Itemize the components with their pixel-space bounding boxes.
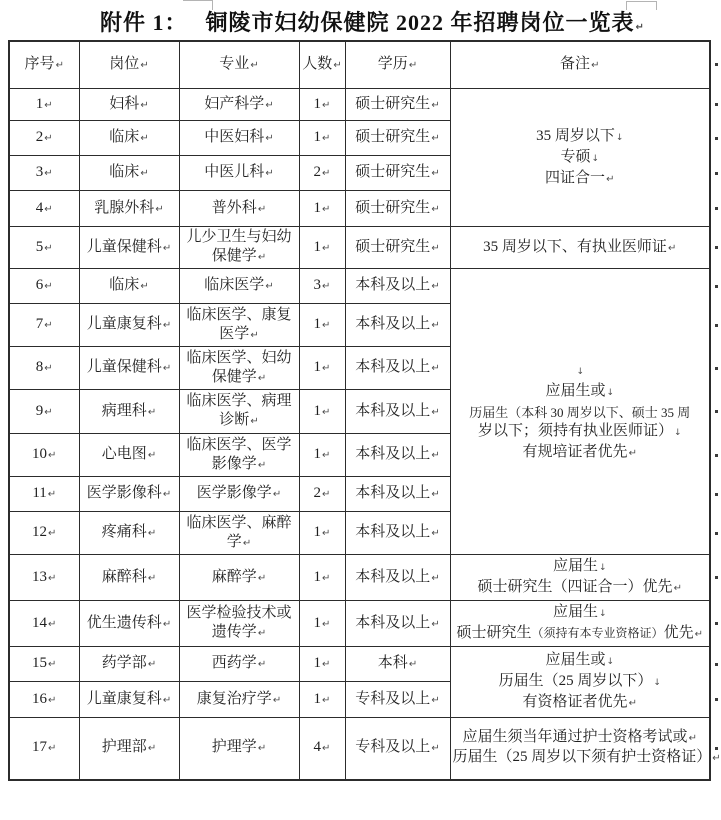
paragraph-mark-icon: ↵ (322, 363, 331, 374)
cell-major: 中医妇科↵ (179, 121, 299, 156)
cell-count: 1↵ (299, 390, 345, 434)
cell-degree: 硕士研究生↵ (345, 121, 450, 156)
cell-post: 儿童康复科↵ (79, 304, 179, 347)
cell-count: 2↵ (299, 477, 345, 512)
paragraph-mark-icon: ↵ (431, 618, 440, 630)
cell-major: 护理学↵ (179, 718, 299, 780)
cell-post: 优生遗传科↵ (79, 601, 179, 647)
soft-break-icon: ↓ (598, 609, 607, 619)
row-end-mark-icon (715, 207, 718, 210)
cell-no: 9↵ (9, 390, 79, 434)
row-end-mark-icon (715, 137, 718, 140)
table-header-row (9, 41, 710, 89)
paragraph-mark-icon: ↵ (431, 242, 440, 254)
paragraph-mark-icon: ↵ (431, 203, 440, 215)
paragraph-mark-icon: ↵ (322, 659, 331, 670)
soft-break-icon: ↓ (653, 678, 661, 688)
row-end-mark-icon (715, 454, 718, 457)
remark-line: 历届生（25 周岁以下须有护士资格证）↵ (452, 749, 721, 766)
remark-line (453, 361, 708, 382)
paragraph-mark-icon: ↵ (322, 489, 331, 500)
row-end-mark-icon (715, 324, 718, 327)
cell-degree: 本科及以上↵ (345, 601, 450, 647)
cell-no: 1↵ (9, 89, 79, 121)
cell-no: 10↵ (9, 434, 79, 477)
paragraph-mark-icon: ↵ (431, 99, 440, 111)
cell-remark (450, 601, 710, 647)
row-end-mark-icon (715, 576, 718, 579)
paragraph-mark-icon: ↵ (47, 489, 57, 500)
cell-count: 3↵ (299, 269, 345, 304)
table-row (9, 269, 710, 304)
remark-line: 专硕↓ (560, 148, 600, 165)
cell-major: 麻醉学↵ (179, 555, 299, 601)
cell-no: 16↵ (9, 682, 79, 718)
soft-break-icon: ↓ (591, 153, 600, 164)
paragraph-mark-icon: ↵ (322, 320, 331, 331)
cell-major: 康复治疗学↵ (179, 682, 299, 718)
paragraph-mark-icon: ↵ (265, 281, 274, 292)
paragraph-mark-icon: ↵ (431, 320, 440, 331)
paragraph-mark-icon: ↵ (635, 22, 645, 33)
header-cell: 人数↵ (299, 41, 345, 89)
header-cell: 学历↵ (345, 41, 450, 89)
row-end-mark-icon (715, 663, 718, 666)
cell-degree: 本科及以上↵ (345, 390, 450, 434)
paragraph-mark-icon: ↵ (322, 694, 331, 706)
paragraph-mark-icon: ↵ (431, 743, 440, 755)
remark-line: 历届生（25 周岁以下）↓ (498, 673, 661, 689)
cell-no: 4↵ (9, 191, 79, 227)
remark-line: 应届生或↓ (545, 382, 615, 399)
cell-degree: 专科及以上↵ (345, 718, 450, 780)
paragraph-mark-icon: ↵ (712, 753, 721, 765)
table-row (9, 89, 710, 121)
cell-no: 6↵ (9, 269, 79, 304)
remark-line: 硕士研究生（四证合一）优先↵ (477, 579, 682, 595)
paragraph-mark-icon: ↵ (250, 329, 259, 341)
paragraph-mark-icon: ↵ (140, 133, 149, 144)
paragraph-mark-icon: ↵ (44, 168, 53, 179)
paragraph-mark-icon: ↵ (322, 242, 331, 254)
paragraph-mark-icon: ↵ (628, 698, 637, 709)
cell-remark (450, 269, 710, 555)
cell-major: 西药学↵ (179, 647, 299, 682)
paragraph-mark-icon: ↵ (147, 572, 157, 584)
paragraph-mark-icon: ↵ (431, 489, 440, 500)
cell-count: 2↵ (299, 156, 345, 191)
paragraph-mark-icon: ↵ (44, 363, 53, 374)
soft-break-icon: ↓ (576, 366, 585, 377)
remark-line: 35 周岁以下、有执业医师证↵ (483, 238, 677, 255)
paragraph-mark-icon: ↵ (147, 528, 157, 539)
paragraph-mark-icon: ↵ (147, 450, 157, 461)
paragraph-mark-icon: ↵ (431, 450, 440, 461)
paragraph-mark-icon: ↵ (333, 60, 342, 71)
paragraph-mark-icon: ↵ (688, 733, 697, 745)
cell-major: 医学影像学↵ (179, 477, 299, 512)
paragraph-mark-icon: ↵ (694, 629, 703, 640)
cell-count: 1↵ (299, 647, 345, 682)
paragraph-mark-icon: ↵ (44, 406, 53, 418)
row-end-mark-icon (715, 285, 718, 288)
soft-break-icon: ↓ (673, 427, 682, 438)
remark-line: 35 周岁以下↓ (536, 127, 624, 144)
cell-post: 乳腺外科↵ (79, 191, 179, 227)
paragraph-mark-icon: ↵ (257, 252, 267, 263)
header-cell: 专业↵ (179, 41, 299, 89)
cell-degree: 本科及以上↵ (345, 347, 450, 390)
paragraph-mark-icon: ↵ (44, 320, 53, 331)
cell-no: 2↵ (9, 121, 79, 156)
cell-remark (450, 718, 721, 780)
paragraph-mark-icon: ↵ (431, 363, 440, 374)
table-row (9, 555, 710, 601)
paragraph-mark-icon: ↵ (250, 60, 259, 71)
paragraph-mark-icon: ↵ (44, 242, 53, 254)
paragraph-mark-icon: ↵ (162, 363, 172, 374)
paragraph-mark-icon: ↵ (322, 572, 331, 584)
cell-post: 儿童康复科↵ (79, 682, 179, 718)
paragraph-mark-icon: ↵ (322, 133, 331, 144)
paragraph-mark-icon: ↵ (48, 659, 57, 670)
cell-major: 临床医学、妇幼 保健学↵ (179, 347, 299, 390)
cell-post: 儿童保健科↵ (79, 347, 179, 390)
cell-degree: 本科及以上↵ (345, 269, 450, 304)
soft-break-icon: ↓ (615, 132, 624, 143)
paragraph-mark-icon: ↵ (140, 168, 149, 179)
paragraph-mark-icon: ↵ (431, 572, 440, 584)
paragraph-mark-icon: ↵ (667, 242, 677, 254)
paragraph-mark-icon: ↵ (257, 628, 267, 639)
paragraph-mark-icon: ↵ (265, 168, 274, 179)
paragraph-mark-icon: ↵ (265, 99, 274, 111)
cell-post: 临床↵ (79, 121, 179, 156)
paragraph-mark-icon: ↵ (673, 583, 682, 594)
cell-post: 疼痛科↵ (79, 512, 179, 555)
cell-degree: 本科及以上↵ (345, 512, 450, 555)
paragraph-mark-icon: ↵ (431, 133, 440, 144)
cell-count: 1↵ (299, 601, 345, 647)
cell-count: 1↵ (299, 191, 345, 227)
table-row (9, 718, 710, 780)
cell-remark (450, 555, 710, 601)
remark-line: 应届生↓ (552, 558, 607, 574)
row-end-mark-icon (715, 698, 718, 701)
paragraph-mark-icon: ↵ (48, 572, 57, 584)
paragraph-mark-icon: ↵ (162, 694, 172, 706)
paragraph-mark-icon: ↵ (257, 743, 267, 755)
paragraph-mark-icon: ↵ (265, 133, 274, 144)
cell-degree: 硕士研究生↵ (345, 89, 450, 121)
cell-remark (450, 227, 710, 269)
cell-post: 医学影像科↵ (79, 477, 179, 512)
paragraph-mark-icon: ↵ (408, 659, 418, 670)
cell-major: 临床医学、康复 医学↵ (179, 304, 299, 347)
cell-count: 1↵ (299, 347, 345, 390)
paragraph-mark-icon: ↵ (55, 60, 64, 71)
cell-count: 1↵ (299, 434, 345, 477)
paragraph-mark-icon: ↵ (322, 203, 331, 215)
paragraph-mark-icon: ↵ (322, 743, 331, 755)
paragraph-mark-icon: ↵ (257, 659, 267, 670)
row-end-mark-icon (715, 172, 718, 175)
row-end-mark-icon (715, 493, 718, 496)
cell-major: 中医儿科↵ (179, 156, 299, 191)
paragraph-mark-icon: ↵ (140, 99, 149, 111)
cell-major: 普外科↵ (179, 191, 299, 227)
paragraph-mark-icon: ↵ (272, 489, 282, 500)
cell-major: 临床医学、病理 诊断↵ (179, 390, 299, 434)
cell-post: 病理科↵ (79, 390, 179, 434)
cell-degree: 本科及以上↵ (345, 304, 450, 347)
paragraph-mark-icon: ↵ (48, 450, 57, 461)
table-row (9, 647, 710, 682)
soft-break-icon: ↓ (606, 387, 615, 398)
table-body (9, 89, 721, 780)
paragraph-mark-icon: ↵ (242, 537, 252, 549)
cell-no: 15↵ (9, 647, 79, 682)
paragraph-mark-icon: ↵ (272, 694, 282, 706)
paragraph-mark-icon: ↵ (322, 281, 331, 292)
cell-post: 儿童保健科↵ (79, 227, 179, 269)
soft-break-icon: ↓ (606, 657, 615, 667)
cell-no: 3↵ (9, 156, 79, 191)
remark-line: 应届生↓ (552, 604, 607, 620)
cell-remark (450, 647, 710, 718)
paragraph-mark-icon: ↵ (140, 281, 149, 292)
row-end-mark-icon (715, 63, 718, 66)
cell-no: 5↵ (9, 227, 79, 269)
paragraph-mark-icon: ↵ (44, 203, 53, 215)
cell-major: 临床医学↵ (179, 269, 299, 304)
paragraph-mark-icon: ↵ (147, 406, 157, 418)
cell-no: 14↵ (9, 601, 79, 647)
paragraph-mark-icon: ↵ (147, 659, 157, 670)
cell-post: 临床↵ (79, 269, 179, 304)
cell-count: 4↵ (299, 718, 345, 780)
remark-line: 岁以下；须持有执业医师证）↓ (477, 422, 682, 439)
paragraph-mark-icon: ↵ (48, 694, 57, 706)
paragraph-mark-icon: ↵ (162, 242, 172, 254)
paragraph-mark-icon: ↵ (322, 99, 331, 111)
cell-no: 12↵ (9, 512, 79, 555)
paragraph-mark-icon: ↵ (250, 416, 259, 427)
cell-degree: 本科及以上↵ (345, 477, 450, 512)
cell-no: 17↵ (9, 718, 79, 780)
soft-break-icon: ↓ (598, 563, 607, 573)
paragraph-mark-icon: ↵ (44, 133, 53, 144)
paragraph-mark-icon: ↵ (162, 320, 172, 331)
paragraph-mark-icon: ↵ (431, 281, 440, 292)
cell-degree: 专科及以上↵ (345, 682, 450, 718)
paragraph-mark-icon: ↵ (162, 489, 172, 500)
cell-count: 1↵ (299, 121, 345, 156)
cell-major: 医学检验技术或 遗传学↵ (179, 601, 299, 647)
paragraph-mark-icon: ↵ (322, 168, 331, 179)
paragraph-mark-icon: ↵ (147, 743, 157, 755)
header-cell: 序号↵ (9, 41, 79, 89)
table-row (9, 227, 710, 269)
cell-count: 1↵ (299, 512, 345, 555)
row-end-mark-icon (715, 532, 718, 535)
paragraph-mark-icon: ↵ (628, 447, 637, 459)
remark-line: 有资格证者优先↵ (522, 694, 637, 710)
cell-count: 1↵ (299, 682, 345, 718)
paragraph-mark-icon: ↵ (431, 694, 440, 706)
header-cell: 岗位↵ (79, 41, 179, 89)
paragraph-mark-icon: ↵ (44, 99, 53, 111)
remark-line: 有规培证者优先↵ (522, 443, 637, 460)
paragraph-mark-icon: ↵ (431, 168, 440, 179)
paragraph-mark-icon: ↵ (257, 203, 267, 215)
remark-line: 应届生或↓ (545, 652, 615, 668)
paragraph-mark-icon: ↵ (322, 618, 331, 630)
cell-post: 药学部↵ (79, 647, 179, 682)
remark-small-text: （须持有本专业资格证） (531, 626, 664, 640)
cell-degree: 硕士研究生↵ (345, 191, 450, 227)
table-row (9, 601, 710, 647)
cell-major: 临床医学、麻醉 学↵ (179, 512, 299, 555)
remark-line: 硕士研究生（须持有本专业资格证）优先↵ (456, 625, 703, 641)
cell-major: 妇产科学↵ (179, 89, 299, 121)
paragraph-mark-icon: ↵ (162, 618, 172, 630)
paragraph-mark-icon: ↵ (48, 743, 57, 755)
cell-degree: 本科及以上↵ (345, 434, 450, 477)
cell-no: 7↵ (9, 304, 79, 347)
cell-no: 8↵ (9, 347, 79, 390)
paragraph-mark-icon: ↵ (408, 60, 418, 71)
cell-degree: 本科↵ (345, 647, 450, 682)
page-title (100, 6, 645, 37)
row-end-mark-icon (715, 103, 718, 106)
cell-count: 1↵ (299, 89, 345, 121)
row-end-mark-icon (715, 246, 718, 249)
title-text: 铜陵市妇幼保健院 2022 年招聘岗位一览表 (205, 10, 635, 35)
paragraph-mark-icon: ↵ (257, 572, 267, 584)
paragraph-mark-icon: ↵ (606, 173, 615, 185)
paragraph-mark-icon: ↵ (591, 60, 600, 71)
cell-major: 儿少卫生与妇幼 保健学↵ (179, 227, 299, 269)
table-head (9, 41, 710, 89)
row-end-mark-icon (715, 367, 718, 370)
paragraph-mark-icon: ↵ (48, 618, 57, 630)
cell-post: 麻醉科↵ (79, 555, 179, 601)
row-end-mark-icon (715, 747, 718, 750)
remark-line: 四证合一↵ (545, 169, 615, 186)
header-cell: 备注↵ (450, 41, 710, 89)
paragraph-mark-icon: ↵ (431, 406, 440, 418)
cell-no: 13↵ (9, 555, 79, 601)
paragraph-mark-icon: ↵ (322, 528, 331, 539)
paragraph-mark-icon: ↵ (140, 60, 149, 71)
cell-post: 妇科↵ (79, 89, 179, 121)
paragraph-mark-icon: ↵ (322, 406, 331, 418)
paragraph-mark-icon: ↵ (44, 281, 53, 292)
paragraph-mark-icon: ↵ (48, 528, 57, 539)
cell-post: 护理部↵ (79, 718, 179, 780)
cell-remark (450, 89, 710, 227)
attachment-label: 附件 1： (100, 10, 188, 35)
cell-major: 临床医学、医学 影像学↵ (179, 434, 299, 477)
row-end-mark-icon (715, 410, 718, 413)
paragraph-mark-icon: ↵ (322, 450, 331, 461)
row-end-mark-icon (715, 622, 718, 625)
cell-degree: 硕士研究生↵ (345, 227, 450, 269)
paragraph-mark-icon: ↵ (257, 459, 267, 471)
cell-post: 临床↵ (79, 156, 179, 191)
recruitment-table (8, 40, 721, 781)
paragraph-mark-icon: ↵ (257, 372, 267, 384)
remark-line: 应届生须当年通过护士资格考试或↵ (462, 729, 697, 746)
cell-count: 1↵ (299, 555, 345, 601)
cell-no: 11↵ (9, 477, 79, 512)
paragraph-mark-icon: ↵ (431, 528, 440, 539)
remark-line: 历届生（本科 30 周岁以下、硕士 35 周 (469, 404, 691, 420)
cell-degree: 本科及以上↵ (345, 555, 450, 601)
paragraph-mark-icon: ↵ (155, 203, 164, 215)
cell-post: 心电图↵ (79, 434, 179, 477)
cell-count: 1↵ (299, 227, 345, 269)
cell-count: 1↵ (299, 304, 345, 347)
cell-degree: 硕士研究生↵ (345, 156, 450, 191)
